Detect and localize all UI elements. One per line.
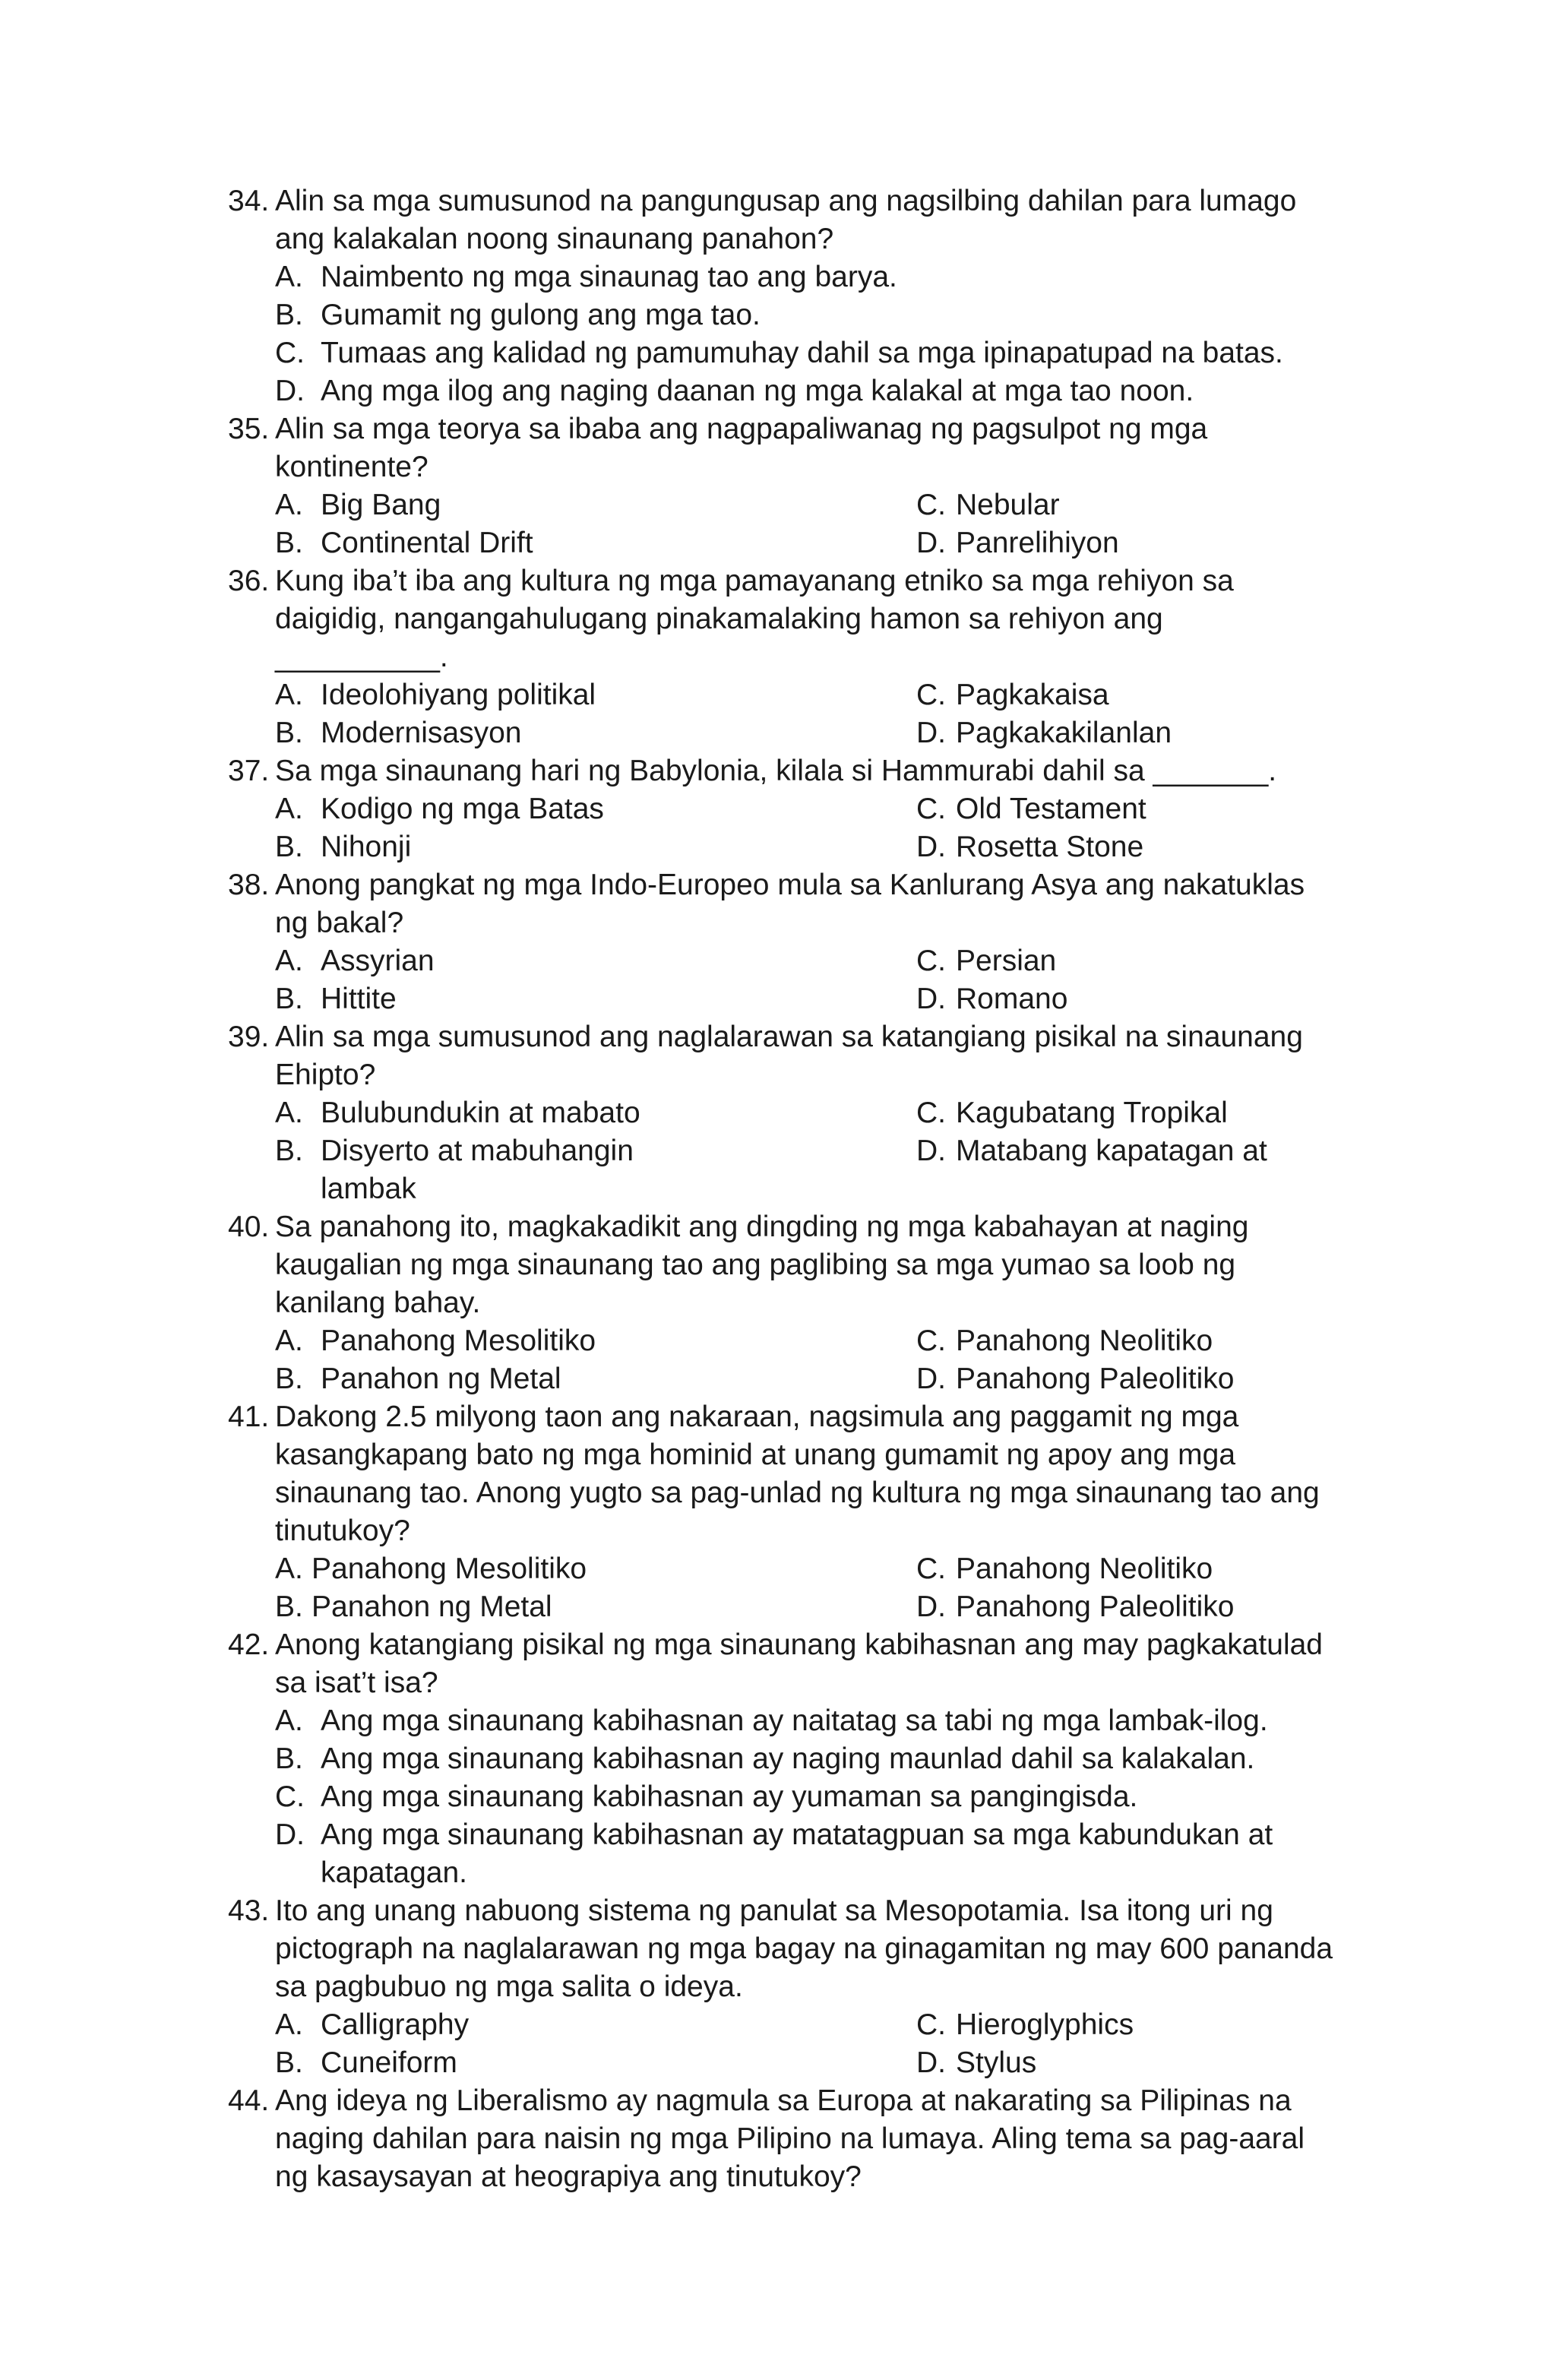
option-text: Panahon ng Metal xyxy=(312,1590,552,1623)
question-number: 43. xyxy=(228,1894,270,1927)
option-b xyxy=(275,2044,457,2082)
option-letter: C. xyxy=(916,489,946,521)
option-a xyxy=(275,258,897,296)
option-text: Tumaas ang kalidad ng pamumuhay dahil sa mga ipinapatupad na batas. xyxy=(321,337,1283,369)
option-c xyxy=(916,676,1109,714)
question-number: 44. xyxy=(228,2084,270,2117)
option-text: Panahong Paleolitiko xyxy=(956,1590,1235,1623)
question-stem: Sa panahong ito, magkakadikit ang dingding ng mga kabahayan at naging xyxy=(275,1211,1249,1243)
question-stem: Alin sa mga teorya sa ibaba ang nagpapaliwanag ng pagsulpot ng mga xyxy=(275,413,1208,445)
option-text: Disyerto at mabuhangin xyxy=(321,1135,634,1167)
option-text: Romano xyxy=(956,983,1068,1015)
option-text: Cuneiform xyxy=(321,2046,457,2079)
option-a xyxy=(275,676,596,714)
option-letter: D. xyxy=(916,1590,946,1623)
question-stem: kanilang bahay. xyxy=(275,1287,481,1319)
question-stem: Anong pangkat ng mga Indo-Europeo mula sa Kanlurang Asya ang nakatuklas xyxy=(275,869,1305,901)
option-letter: D. xyxy=(916,1362,946,1395)
option-letter: B. xyxy=(275,1135,303,1167)
option-text: Panahong Mesolitiko xyxy=(312,1552,587,1585)
option-text: Kagubatang Tropikal xyxy=(956,1097,1228,1129)
option-letter: D. xyxy=(916,527,946,559)
option-letter: D. xyxy=(916,1135,946,1167)
option-text: Rosetta Stone xyxy=(956,831,1144,863)
option-text: Naimbento ng mga sinaunag tao ang barya. xyxy=(321,261,897,293)
option-c xyxy=(275,1778,1138,1816)
option-a xyxy=(275,790,604,828)
option-letter: A. xyxy=(275,489,303,521)
option-text: Pagkakaisa xyxy=(956,679,1109,711)
question-39-line-1 xyxy=(228,1018,1303,1056)
option-letter: C. xyxy=(916,679,946,711)
question-stem: naging dahilan para naisin ng mga Pilipino na lumaya. Aling tema sa pag-aaral xyxy=(275,2122,1305,2155)
option-b xyxy=(275,1132,634,1170)
option-b xyxy=(275,828,412,866)
option-text: Calligraphy xyxy=(321,2008,470,2041)
option-b xyxy=(275,1588,552,1626)
option-d xyxy=(916,980,1068,1018)
option-b xyxy=(275,1360,561,1398)
option-text: Nihonji xyxy=(321,831,412,863)
option-text: Panrelihiyon xyxy=(956,527,1119,559)
option-letter: D. xyxy=(916,831,946,863)
option-text: Old Testament xyxy=(956,793,1146,825)
question-stem: Dakong 2.5 milyong taon ang nakaraan, nagsimula ang paggamit ng mga xyxy=(275,1400,1239,1433)
option-letter: B. xyxy=(275,983,303,1015)
option-c xyxy=(916,1322,1213,1360)
question-40-line-1 xyxy=(228,1208,1249,1246)
option-text: Hittite xyxy=(321,983,397,1015)
question-stem: Ehipto? xyxy=(275,1059,376,1091)
option-text: Stylus xyxy=(956,2046,1037,2079)
option-text: Panahong Paleolitiko xyxy=(956,1362,1235,1395)
option-text: Modernisasyon xyxy=(321,717,522,749)
question-stem: Kung iba’t iba ang kultura ng mga pamayanang etniko sa mga rehiyon sa xyxy=(275,565,1234,597)
option-letter: C. xyxy=(916,1552,946,1585)
question-stem: Alin sa mga sumusunod na pangungusap ang nagsilbing dahilan para lumago xyxy=(275,185,1297,217)
option-a xyxy=(275,2006,470,2044)
option-letter: A. xyxy=(275,1097,303,1129)
question-stem: tinutukoy? xyxy=(275,1514,410,1547)
option-a xyxy=(275,1094,640,1132)
option-d xyxy=(275,372,1194,410)
option-d-continuation: kapatagan. xyxy=(321,1856,468,1889)
option-text: Panahong Neolitiko xyxy=(956,1325,1213,1357)
option-text: Ang mga sinaunang kabihasnan ay yumaman sa pangingisda. xyxy=(321,1780,1138,1813)
option-letter: A. xyxy=(275,2008,303,2041)
option-text: Ang mga sinaunang kabihasnan ay naging maunlad dahil sa kalakalan. xyxy=(321,1742,1255,1775)
question-44-line-1 xyxy=(228,2082,1292,2120)
question-43-line-1 xyxy=(228,1892,1273,1930)
option-letter: C. xyxy=(275,1780,305,1813)
question-stem: pictograph na naglalarawan ng mga bagay na ginagamitan ng may 600 pananda xyxy=(275,1932,1333,1965)
option-b xyxy=(275,296,761,334)
question-34-line-1 xyxy=(228,182,1297,220)
option-letter: B. xyxy=(275,2046,303,2079)
option-c xyxy=(916,486,1060,524)
option-c xyxy=(916,942,1057,980)
question-38-line-1 xyxy=(228,866,1305,904)
option-letter: C. xyxy=(916,945,946,977)
question-stem: Anong katangiang pisikal ng mga sinaunang kabihasnan ang may pagkakatulad xyxy=(275,1628,1323,1661)
option-a xyxy=(275,1550,587,1588)
option-text: Bulubundukin at mabato xyxy=(321,1097,640,1129)
option-letter: B. xyxy=(275,1362,303,1395)
question-stem: ng kasaysayan at heograpiya ang tinutukoy? xyxy=(275,2160,862,2193)
option-text: Pagkakakilanlan xyxy=(956,717,1172,749)
question-stem: Ang ideya ng Liberalismo ay nagmula sa Europa at nakarating sa Pilipinas na xyxy=(275,2084,1292,2117)
question-stem: Sa mga sinaunang hari ng Babylonia, kilala si Hammurabi dahil sa _______. xyxy=(275,755,1277,787)
option-letter: C. xyxy=(916,793,946,825)
option-letter: D. xyxy=(275,375,305,407)
option-letter: A. xyxy=(275,793,303,825)
option-text: Ang mga sinaunang kabihasnan ay naitatag sa tabi ng mga lambak-ilog. xyxy=(321,1704,1268,1737)
question-37-line-1 xyxy=(228,752,1277,790)
question-stem: kontinente? xyxy=(275,451,429,483)
option-d xyxy=(916,2044,1037,2082)
option-letter: A. xyxy=(275,679,303,711)
option-d xyxy=(916,1360,1235,1398)
question-stem: sa isat’t isa? xyxy=(275,1666,438,1699)
option-text: Kodigo ng mga Batas xyxy=(321,793,604,825)
option-letter: A. xyxy=(275,1704,303,1737)
question-number: 38. xyxy=(228,869,270,901)
option-d xyxy=(916,1588,1235,1626)
option-text: Matabang kapatagan at xyxy=(956,1135,1267,1167)
question-stem: sinaunang tao. Anong yugto sa pag-unlad ng kultura ng mga sinaunang tao ang xyxy=(275,1476,1320,1509)
option-b xyxy=(275,524,533,562)
option-c xyxy=(916,1550,1213,1588)
question-stem: ng bakal? xyxy=(275,907,404,939)
option-letter: B. xyxy=(275,1590,303,1623)
option-letter: C. xyxy=(916,1325,946,1357)
option-c xyxy=(916,2006,1134,2044)
option-b-continuation: lambak xyxy=(321,1173,416,1205)
option-d xyxy=(916,828,1144,866)
option-d xyxy=(916,714,1172,752)
question-stem: kaugalian ng mga sinaunang tao ang paglibing sa mga yumao sa loob ng xyxy=(275,1249,1236,1281)
question-36-line-1 xyxy=(228,562,1234,600)
option-text: Continental Drift xyxy=(321,527,533,559)
option-letter: C. xyxy=(275,337,305,369)
option-b xyxy=(275,980,397,1018)
option-letter: A. xyxy=(275,1552,303,1585)
option-letter: C. xyxy=(916,1097,946,1129)
question-41-line-1 xyxy=(228,1398,1239,1436)
question-number: 34. xyxy=(228,185,270,217)
option-text: Gumamit ng gulong ang mga tao. xyxy=(321,299,761,331)
question-number: 35. xyxy=(228,413,270,445)
option-b xyxy=(275,714,522,752)
question-number: 40. xyxy=(228,1211,270,1243)
question-stem: daigidig, nangangahulugang pinakamalaking hamon sa rehiyon ang xyxy=(275,603,1163,635)
option-d xyxy=(916,524,1119,562)
option-letter: D. xyxy=(916,983,946,1015)
question-number: 37. xyxy=(228,755,270,787)
option-letter: D. xyxy=(916,717,946,749)
option-c xyxy=(275,334,1283,372)
option-text: Persian xyxy=(956,945,1057,977)
option-a xyxy=(275,1702,1268,1740)
option-text: Panahon ng Metal xyxy=(321,1362,561,1395)
option-a xyxy=(275,942,435,980)
question-number: 36. xyxy=(228,565,270,597)
option-letter: B. xyxy=(275,831,303,863)
option-letter: A. xyxy=(275,261,303,293)
option-text: Assyrian xyxy=(321,945,435,977)
question-stem: Alin sa mga sumusunod ang naglalarawan sa katangiang pisikal na sinaunang xyxy=(275,1021,1303,1053)
question-stem: __________. xyxy=(275,641,448,673)
question-stem: sa pagbubuo ng mga salita o ideya. xyxy=(275,1970,743,2003)
option-text: Big Bang xyxy=(321,489,441,521)
option-letter: B. xyxy=(275,527,303,559)
question-number: 41. xyxy=(228,1400,270,1433)
option-d xyxy=(275,1816,1273,1854)
question-42-line-1 xyxy=(228,1626,1323,1664)
option-c xyxy=(916,1094,1228,1132)
question-35-line-1 xyxy=(228,410,1208,448)
option-text: Hieroglyphics xyxy=(956,2008,1134,2041)
option-letter: A. xyxy=(275,1325,303,1357)
option-letter: C. xyxy=(916,2008,946,2041)
option-letter: B. xyxy=(275,299,303,331)
option-text: Ang mga ilog ang naging daanan ng mga kalakal at mga tao noon. xyxy=(321,375,1194,407)
question-number: 39. xyxy=(228,1021,270,1053)
option-letter: B. xyxy=(275,1742,303,1775)
option-letter: D. xyxy=(916,2046,946,2079)
option-c xyxy=(916,790,1146,828)
option-text: Ang mga sinaunang kabihasnan ay matatagpuan sa mga kabundukan at xyxy=(321,1818,1273,1851)
question-number: 42. xyxy=(228,1628,270,1661)
option-a xyxy=(275,486,441,524)
question-stem: Ito ang unang nabuong sistema ng panulat sa Mesopotamia. Isa itong uri ng xyxy=(275,1894,1273,1927)
question-stem: kasangkapang bato ng mga hominid at unang gumamit ng apoy ang mga xyxy=(275,1438,1236,1471)
option-b xyxy=(275,1740,1255,1778)
option-letter: D. xyxy=(275,1818,305,1851)
option-text: Panahong Mesolitiko xyxy=(321,1325,596,1357)
option-text: Nebular xyxy=(956,489,1060,521)
option-text: Panahong Neolitiko xyxy=(956,1552,1213,1585)
option-d xyxy=(916,1132,1267,1170)
option-a xyxy=(275,1322,596,1360)
option-text: Ideolohiyang politikal xyxy=(321,679,596,711)
option-letter: B. xyxy=(275,717,303,749)
question-stem: ang kalakalan noong sinaunang panahon? xyxy=(275,223,834,255)
option-letter: A. xyxy=(275,945,303,977)
